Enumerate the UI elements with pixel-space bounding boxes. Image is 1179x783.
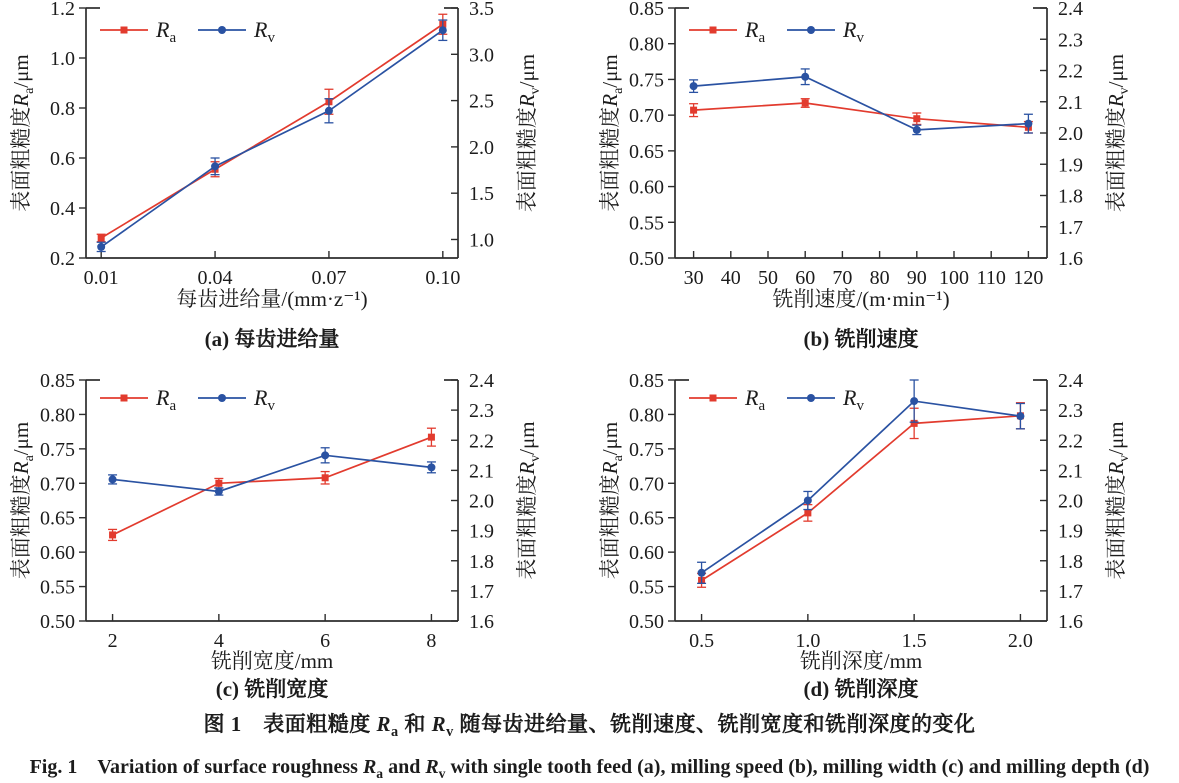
caption-segment: Fig. 1 Variation of surface roughness (29, 756, 363, 779)
svg-text:0.75: 0.75 (629, 438, 664, 461)
legend-label: $R_a$ (156, 385, 177, 414)
svg-text:0.10: 0.10 (425, 267, 461, 289)
svg-text:1.8: 1.8 (469, 550, 494, 573)
legend-label: $R_a$ (745, 17, 766, 46)
svg-text:1.6: 1.6 (1058, 248, 1083, 270)
legend (100, 385, 275, 414)
svg-text:1.2: 1.2 (50, 0, 75, 20)
x-axis-label: 铣削速度/(m·min⁻¹) (772, 287, 950, 311)
svg-text:2.3: 2.3 (469, 400, 494, 423)
svg-text:0.80: 0.80 (629, 33, 664, 56)
svg-text:0.75: 0.75 (629, 69, 664, 92)
legend (689, 17, 864, 46)
svg-text:0.65: 0.65 (629, 507, 664, 530)
x-axis-label: 铣削深度/mm (799, 649, 923, 673)
x-axis-label: 铣削宽度/mm (210, 649, 334, 673)
svg-text:50: 50 (758, 267, 778, 289)
svg-text:1.8: 1.8 (1058, 550, 1083, 573)
svg-text:1.7: 1.7 (469, 580, 494, 603)
svg-text:2.0: 2.0 (469, 490, 494, 513)
svg-text:1.5: 1.5 (469, 183, 494, 206)
svg-text:0.6: 0.6 (50, 148, 75, 170)
caption-segment: a (390, 724, 399, 741)
sub-caption: (d) 铣削深度 (803, 677, 919, 700)
legend-label: $R_v$ (254, 17, 275, 46)
svg-text:0.8: 0.8 (50, 98, 75, 120)
x-axis-label: 每齿进给量/(mm·z⁻¹) (176, 287, 368, 311)
svg-text:1.9: 1.9 (1058, 520, 1083, 543)
y-axis-label: 表面粗糙度$R_a/\mu m$ (9, 421, 37, 580)
svg-text:60: 60 (795, 267, 816, 289)
svg-text:0.55: 0.55 (629, 576, 664, 599)
svg-text:2: 2 (107, 630, 118, 652)
svg-text:2.1: 2.1 (469, 460, 494, 483)
legend-label: $R_a$ (745, 385, 766, 414)
caption-segment: R (431, 712, 447, 736)
y-axis-label: 表面粗糙度$R_a/\mu m$ (9, 54, 37, 212)
svg-text:0.70: 0.70 (629, 473, 664, 496)
caption-segment: 随每齿进给量、铣削速度、铣削宽度和铣削深度的变化 (453, 712, 976, 736)
svg-text:0.60: 0.60 (629, 176, 664, 199)
svg-text:0.70: 0.70 (40, 473, 75, 496)
svg-text:0.50: 0.50 (40, 611, 75, 633)
svg-text:2.5: 2.5 (469, 90, 494, 113)
figure-caption-cn (0, 708, 1179, 741)
caption-segment: v (446, 724, 454, 741)
y-axis-label: 表面粗糙度$R_v/\mu m$ (515, 53, 543, 213)
svg-text:2.4: 2.4 (1058, 370, 1083, 392)
svg-text:2.0: 2.0 (1058, 490, 1083, 513)
sub-caption: (c) 铣削宽度 (215, 677, 329, 700)
svg-text:0.50: 0.50 (629, 611, 664, 633)
svg-text:0.4: 0.4 (50, 198, 75, 220)
svg-text:1.5: 1.5 (901, 630, 927, 652)
legend-label: $R_v$ (843, 385, 864, 414)
series-ra (697, 403, 1025, 588)
axes (675, 380, 1047, 621)
svg-text:1.6: 1.6 (469, 611, 494, 633)
svg-text:110: 110 (976, 267, 1006, 289)
sub-caption: (a) 每齿进给量 (204, 327, 340, 351)
svg-text:0.5: 0.5 (689, 630, 715, 652)
legend (100, 17, 275, 46)
svg-text:0.55: 0.55 (629, 212, 664, 235)
figure-caption-en (0, 750, 1179, 782)
svg-text:80: 80 (869, 267, 890, 289)
axis-titles (598, 421, 1132, 579)
svg-text:2.2: 2.2 (1058, 430, 1083, 453)
svg-text:2.0: 2.0 (1007, 630, 1033, 652)
svg-text:3.5: 3.5 (469, 0, 494, 20)
svg-text:100: 100 (939, 267, 969, 289)
sub-caption: (b) 铣削速度 (803, 327, 919, 351)
svg-text:0.65: 0.65 (629, 140, 664, 163)
legend (689, 385, 864, 414)
svg-text:1.9: 1.9 (469, 520, 494, 543)
svg-text:2.3: 2.3 (1058, 29, 1083, 52)
caption-segment: R (376, 712, 391, 736)
svg-text:0.04: 0.04 (197, 267, 233, 289)
svg-text:30: 30 (683, 267, 704, 289)
y-axis-label: 表面粗糙度$R_v/\mu m$ (515, 421, 543, 580)
svg-text:2.2: 2.2 (1058, 60, 1083, 83)
svg-text:2.0: 2.0 (469, 136, 494, 159)
axis-titles (9, 421, 543, 579)
chart-a (0, 0, 589, 360)
svg-text:1.6: 1.6 (1058, 611, 1083, 633)
svg-text:0.75: 0.75 (40, 438, 75, 461)
axes (86, 380, 458, 621)
svg-text:90: 90 (906, 267, 927, 289)
axis-titles (598, 54, 1132, 212)
caption-segment: with single tooth feed (a), milling speed (b), milling width (c) and milling depth (d) (445, 756, 1150, 779)
svg-text:2.1: 2.1 (1058, 460, 1083, 483)
caption-segment: R (425, 756, 439, 779)
svg-text:0.80: 0.80 (629, 404, 664, 427)
svg-text:0.50: 0.50 (629, 248, 664, 270)
series-ra (97, 14, 448, 242)
caption-segment: 和 (398, 712, 432, 736)
svg-text:1.7: 1.7 (1058, 216, 1083, 239)
svg-text:3.0: 3.0 (469, 44, 494, 67)
svg-text:1.9: 1.9 (1058, 154, 1083, 177)
legend-label: $R_a$ (156, 17, 177, 46)
svg-text:0.60: 0.60 (40, 542, 75, 565)
caption-segment: 图 1 表面粗糙度 (203, 712, 377, 736)
svg-text:0.85: 0.85 (40, 370, 75, 392)
svg-text:2.3: 2.3 (1058, 400, 1083, 423)
svg-text:40: 40 (720, 267, 741, 289)
svg-text:120: 120 (1013, 267, 1044, 289)
chart-d (589, 360, 1178, 700)
caption-segment: and (383, 756, 426, 779)
chart-c (0, 360, 589, 700)
svg-text:2.2: 2.2 (469, 430, 494, 453)
svg-text:70: 70 (832, 267, 853, 289)
caption-segment: R (362, 756, 377, 779)
svg-text:1.0: 1.0 (469, 229, 494, 252)
svg-text:4: 4 (213, 630, 224, 652)
svg-text:0.60: 0.60 (629, 542, 664, 565)
tick-marks (79, 380, 458, 621)
y-axis-label: 表面粗糙度$R_a/\mu m$ (598, 54, 626, 212)
chart-panel-b (589, 0, 1179, 360)
svg-text:0.55: 0.55 (40, 576, 75, 599)
y-axis-label: 表面粗糙度$R_v/\mu m$ (1104, 421, 1132, 580)
svg-text:2.4: 2.4 (1058, 0, 1083, 20)
legend-label: $R_v$ (254, 385, 275, 414)
svg-text:1.0: 1.0 (50, 48, 75, 70)
y-axis-label: 表面粗糙度$R_a/\mu m$ (598, 421, 626, 580)
svg-text:1.7: 1.7 (1058, 580, 1083, 603)
chart-b (589, 0, 1178, 360)
svg-text:6: 6 (320, 630, 331, 652)
svg-text:1.8: 1.8 (1058, 185, 1083, 208)
caption-segment: v (438, 766, 446, 782)
chart-panel-d (589, 360, 1179, 700)
svg-text:2.0: 2.0 (1058, 123, 1083, 145)
y-axis-label: 表面粗糙度$R_v/\mu m$ (1104, 53, 1132, 213)
svg-text:8: 8 (426, 630, 437, 652)
svg-text:2.4: 2.4 (469, 370, 494, 392)
svg-text:1.0: 1.0 (795, 630, 821, 652)
svg-text:0.80: 0.80 (40, 404, 75, 427)
caption-segment: a (376, 766, 384, 782)
svg-text:0.07: 0.07 (311, 267, 347, 289)
svg-text:2.1: 2.1 (1058, 91, 1083, 114)
chart-panel-a (0, 0, 589, 360)
svg-text:0.70: 0.70 (629, 105, 664, 128)
svg-text:0.85: 0.85 (629, 370, 664, 392)
svg-text:0.65: 0.65 (40, 507, 75, 530)
svg-text:0.85: 0.85 (629, 0, 664, 20)
legend-label: $R_v$ (843, 17, 864, 46)
tick-marks (668, 380, 1047, 621)
series-rv (689, 69, 1033, 135)
chart-panel-c (0, 360, 589, 700)
svg-text:0.2: 0.2 (50, 248, 75, 270)
svg-text:0.01: 0.01 (83, 267, 119, 289)
